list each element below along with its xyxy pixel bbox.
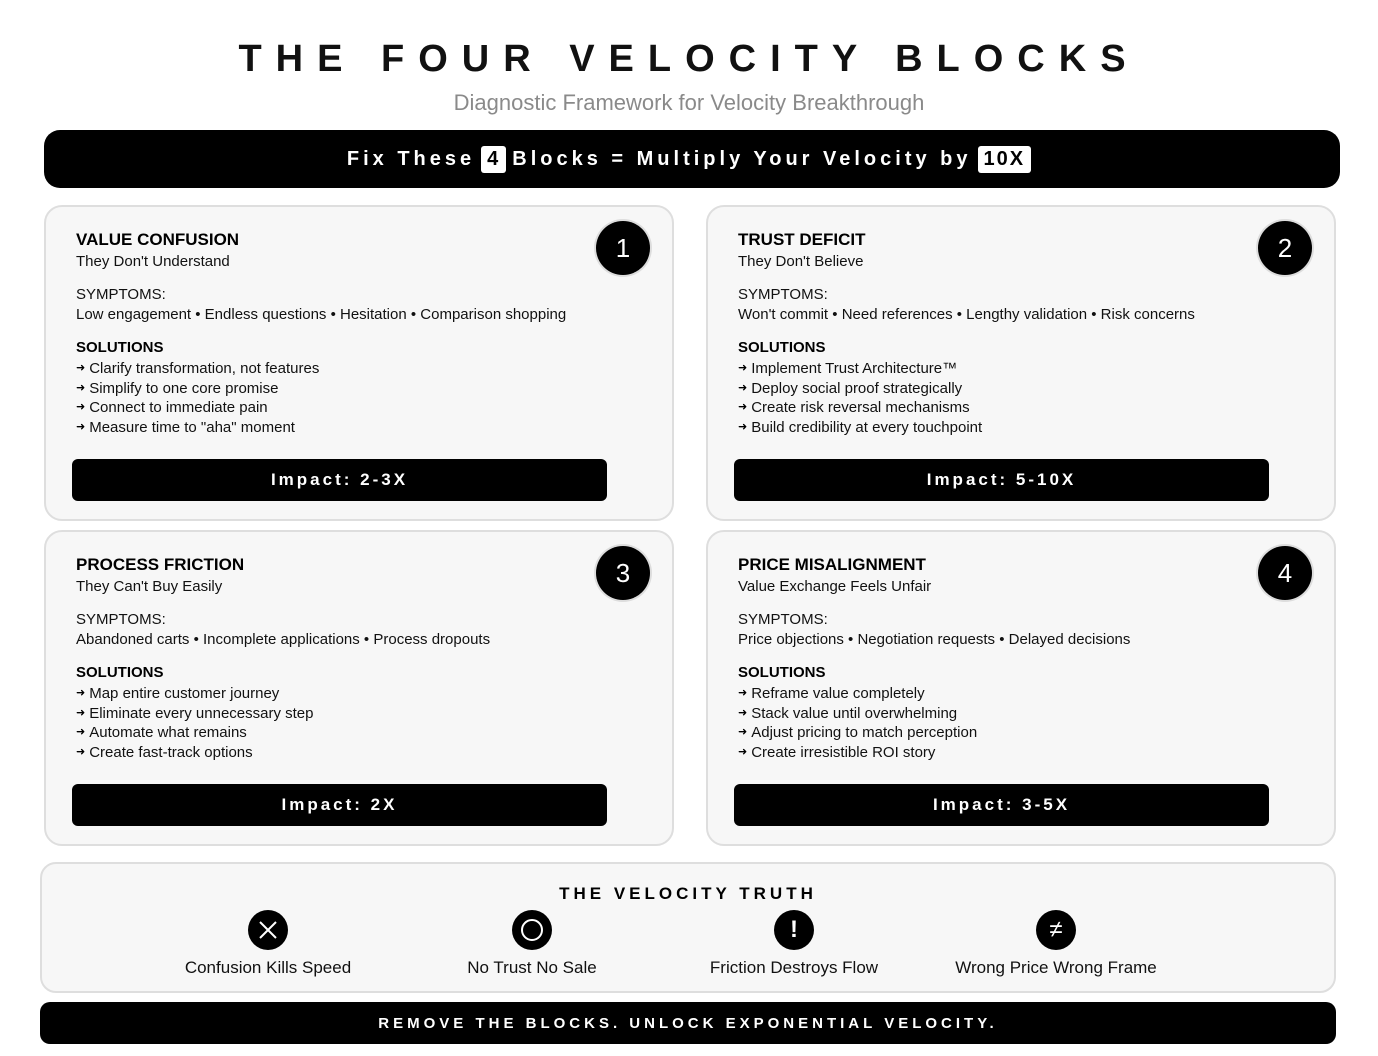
symptoms-label: SYMPTOMS: xyxy=(738,611,828,628)
headline-banner xyxy=(44,130,1340,188)
truth-title: THE VELOCITY TRUTH xyxy=(559,884,817,903)
truth-item-price xyxy=(936,910,1176,978)
symptoms-text: Won't commit • Need references • Lengthy validation • Risk concerns xyxy=(738,306,1195,323)
arrow-right-icon: ➜ xyxy=(76,381,86,394)
page-title: THE FOUR VELOCITY BLOCKS xyxy=(238,38,1140,80)
solution-item: ➜ Connect to immediate pain xyxy=(76,399,268,417)
symptoms-text: Low engagement • Endless questions • Hesitation • Comparison shopping xyxy=(76,306,567,323)
block-card-price-misalignment xyxy=(706,530,1336,846)
block-name: TRUST DEFICIT xyxy=(738,230,866,249)
arrow-right-icon: ➜ xyxy=(76,421,86,434)
solution-item: ➜ Simplify to one core promise xyxy=(76,379,279,397)
block-number-badge: 4 xyxy=(1258,546,1312,600)
solution-item: ➜ Measure time to "aha" moment xyxy=(76,419,295,437)
page-subtitle: Diagnostic Framework for Velocity Breakthrough xyxy=(453,90,925,115)
impact-bar: Impact: 2X xyxy=(72,784,607,826)
not-equal-icon: ≠ xyxy=(1036,910,1076,950)
symptoms-label: SYMPTOMS: xyxy=(76,286,166,303)
solution-item: ➜ Eliminate every unnecessary step xyxy=(76,704,314,722)
block-card-trust-deficit xyxy=(706,205,1336,521)
solution-item: ➜ Create irresistible ROI story xyxy=(738,744,936,762)
truth-label: No Trust No Sale xyxy=(467,958,597,977)
arrow-right-icon: ➜ xyxy=(76,726,86,739)
block-tagline: They Can't Buy Easily xyxy=(76,578,223,595)
banner-multiplier-chip: 10X xyxy=(978,146,1032,173)
arrow-right-icon: ➜ xyxy=(76,362,86,374)
solution-item: ➜ Create fast-track options xyxy=(76,744,253,762)
solution-item: ➜ Adjust pricing to match perception xyxy=(738,724,978,742)
exclamation-icon: ! xyxy=(774,910,814,950)
truth-label: Confusion Kills Speed xyxy=(184,958,352,977)
arrow-right-icon: ➜ xyxy=(76,687,86,699)
solution-item: ➜ Stack value until overwhelming xyxy=(738,704,958,722)
symptoms-label: SYMPTOMS: xyxy=(76,611,166,628)
solutions-label: SOLUTIONS xyxy=(738,664,826,681)
arrow-right-icon: ➜ xyxy=(738,687,748,699)
symptoms-text: Price objections • Negotiation requests • Delayed decisions xyxy=(738,631,1131,648)
solutions-list xyxy=(738,684,977,763)
solution-item: ➜ Implement Trust Architecture™ xyxy=(738,360,958,377)
arrow-right-icon: ➜ xyxy=(738,421,748,434)
footer-banner: REMOVE THE BLOCKS. UNLOCK EXPONENTIAL VELOCITY. xyxy=(40,1002,1336,1044)
block-number-badge: 1 xyxy=(596,221,650,275)
solution-item: ➜ Deploy social proof strategically xyxy=(738,379,963,397)
block-tagline: Value Exchange Feels Unfair xyxy=(738,578,932,595)
solutions-list xyxy=(76,359,319,438)
solutions-label: SOLUTIONS xyxy=(76,339,164,356)
solution-item: ➜ Clarify transformation, not features xyxy=(76,360,320,377)
block-name: PRICE MISALIGNMENT xyxy=(738,555,926,574)
truth-label: Friction Destroys Flow xyxy=(709,958,879,977)
truth-item-confusion xyxy=(148,910,388,978)
solutions-label: SOLUTIONS xyxy=(76,664,164,681)
arrow-right-icon: ➜ xyxy=(738,746,748,759)
solutions-label: SOLUTIONS xyxy=(738,339,826,356)
impact-bar: Impact: 2-3X xyxy=(72,459,607,501)
impact-bar: Impact: 3-5X xyxy=(734,784,1269,826)
arrow-right-icon: ➜ xyxy=(76,706,86,719)
arrow-right-icon: ➜ xyxy=(76,401,86,414)
solutions-list xyxy=(76,684,314,763)
arrow-right-icon: ➜ xyxy=(738,401,748,414)
solution-item: ➜ Create risk reversal mechanisms xyxy=(738,399,970,417)
arrow-right-icon: ➜ xyxy=(738,706,748,719)
arrow-right-icon: ➜ xyxy=(738,362,748,374)
arrow-right-icon: ➜ xyxy=(738,381,748,394)
truth-item-friction xyxy=(674,910,914,978)
solution-item: ➜ Reframe value completely xyxy=(738,685,925,702)
banner-count-chip: 4 xyxy=(481,146,506,173)
block-name: VALUE CONFUSION xyxy=(76,230,240,249)
arrow-right-icon: ➜ xyxy=(76,746,86,759)
symptoms-text: Abandoned carts • Incomplete applications • Process dropouts xyxy=(76,631,491,648)
block-tagline: They Don't Understand xyxy=(76,253,230,270)
x-icon xyxy=(248,910,288,950)
impact-bar: Impact: 5-10X xyxy=(734,459,1269,501)
banner-prefix: Fix These xyxy=(346,147,476,170)
block-name: PROCESS FRICTION xyxy=(76,555,245,574)
block-card-value-confusion xyxy=(44,205,674,521)
velocity-truth-panel xyxy=(40,862,1336,993)
truth-item-trust xyxy=(412,910,652,978)
banner-middle: Blocks = Multiply Your Velocity by xyxy=(512,147,972,170)
solution-item: ➜ Automate what remains xyxy=(76,724,247,742)
block-number-badge: 2 xyxy=(1258,221,1312,275)
circle-icon xyxy=(512,910,552,950)
solution-item: ➜ Map entire customer journey xyxy=(76,685,280,702)
block-tagline: They Don't Believe xyxy=(738,253,864,270)
arrow-right-icon: ➜ xyxy=(738,726,748,739)
truth-label: Wrong Price Wrong Frame xyxy=(955,958,1157,977)
solutions-list xyxy=(738,359,982,438)
symptoms-label: SYMPTOMS: xyxy=(738,286,828,303)
block-number-badge: 3 xyxy=(596,546,650,600)
solution-item: ➜ Build credibility at every touchpoint xyxy=(738,419,983,437)
block-card-process-friction xyxy=(44,530,674,846)
